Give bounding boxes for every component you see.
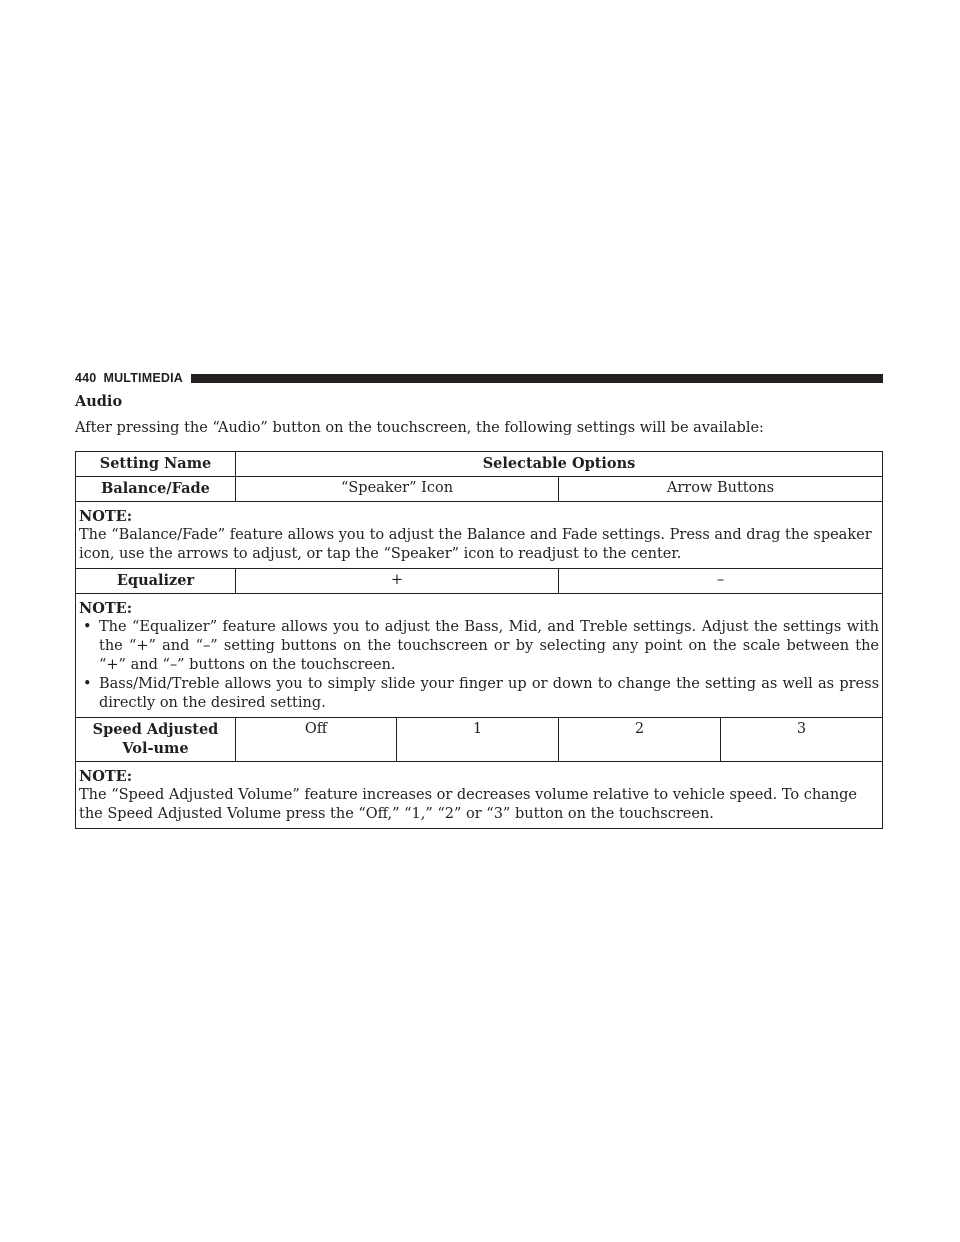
audio-settings-table	[75, 451, 883, 829]
option-speaker-icon: “Speaker” Icon	[236, 477, 559, 502]
option-3: 3	[721, 718, 883, 762]
note-text: The “Speed Adjusted Volume” feature increases or decreases volume relative to vehicle speed. To change the Speed Adjusted Volume press the “Off,” “1,” “2” or “3” button on the touchscreen.	[79, 787, 858, 822]
bullet-text: The “Equalizer” feature allows you to adjust the Bass, Mid, and Treble settings. Adjust the settings with the “+” and “–” setting buttons on the touchscreen or by selecting any point on the scale between the “+” and “–” buttons on the touchscreen.	[99, 619, 880, 673]
table-row-balance-fade	[76, 477, 883, 502]
list-item	[79, 675, 879, 713]
bullet-icon: •	[83, 676, 92, 692]
header-rule	[191, 374, 883, 383]
option-off: Off	[236, 718, 397, 762]
table-row-equalizer	[76, 569, 883, 594]
note-balance-fade	[76, 502, 883, 569]
note-text: The “Balance/Fade” feature allows you to adjust the Balance and Fade settings. Press and drag the speaker icon, use the arrows to adjust, or tap the “Speaker” icon to readjust to the center.	[79, 527, 872, 562]
note-label: NOTE:	[79, 600, 133, 617]
intro-paragraph: After pressing the “Audio” button on the touchscreen, the following settings will be available:	[75, 420, 764, 436]
bullet-text: Bass/Mid/Treble allows you to simply slide your finger up or down to change the setting as well as press directly on the desired setting.	[99, 676, 880, 711]
bullet-icon: •	[83, 619, 92, 635]
table-row-balance-fade-note	[76, 502, 883, 569]
option-arrow-buttons: Arrow Buttons	[559, 477, 883, 502]
setting-name-balance-fade: Balance/Fade	[76, 477, 236, 502]
option-2: 2	[559, 718, 721, 762]
option-1: 1	[397, 718, 559, 762]
note-speed-adjusted-volume	[76, 762, 883, 829]
note-label: NOTE:	[79, 508, 133, 525]
setting-name-speed-adjusted-volume: Speed Adjusted Vol-ume	[76, 718, 236, 762]
note-bullet-list	[79, 618, 879, 713]
col-header-selectable-options: Selectable Options	[236, 452, 883, 477]
note-label: NOTE:	[79, 768, 133, 785]
table-row-speed-adjusted-volume-note	[76, 762, 883, 829]
section-title: MULTIMEDIA	[103, 371, 184, 385]
option-minus: –	[559, 569, 883, 594]
page-number: 440	[75, 371, 97, 385]
table-row-speed-adjusted-volume	[76, 718, 883, 762]
list-item	[79, 618, 879, 675]
note-equalizer	[76, 594, 883, 718]
table-header-row	[76, 452, 883, 477]
setting-name-equalizer: Equalizer	[76, 569, 236, 594]
page-header	[75, 370, 883, 386]
section-heading: Audio	[75, 393, 123, 410]
table-row-equalizer-note	[76, 594, 883, 718]
option-plus: +	[236, 569, 559, 594]
col-header-setting-name: Setting Name	[76, 452, 236, 477]
